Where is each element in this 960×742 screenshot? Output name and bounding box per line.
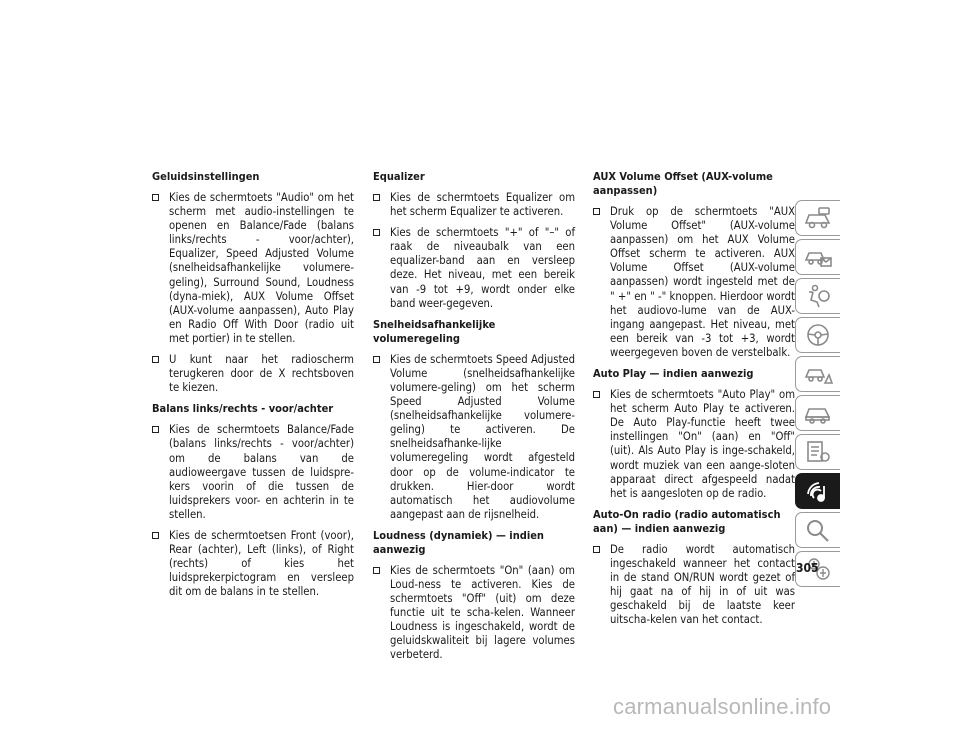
list-item xyxy=(152,353,354,395)
tab-car-dashboard[interactable] xyxy=(795,200,840,236)
list-item xyxy=(593,543,795,628)
checkbox-bullet-icon xyxy=(593,391,600,398)
checkbox-bullet-icon xyxy=(152,356,159,363)
checkbox-bullet-icon xyxy=(593,208,600,215)
car-message-icon xyxy=(803,244,833,270)
column-3 xyxy=(593,170,795,634)
heading-snelheidsafhankelijke: Snelheidsafhankelijke volumeregeling xyxy=(373,317,496,345)
maintenance-list-icon xyxy=(803,439,833,465)
item-text: Kies de schermtoets Balance/Fade (balans links/rechts - voor/achter) om de balans van de audioweergave tussen de luidspre-kers voorin of die tussen de luidsprekers voor- en achterin in te stellen. xyxy=(169,423,354,521)
heading-auto-on-radio: Auto-On radio (radio automatisch aan) — indien aanwezig xyxy=(593,507,781,535)
checkbox-bullet-icon xyxy=(373,194,380,201)
heading-geluidsinstellingen: Geluidsinstellingen xyxy=(152,170,260,183)
item-text: Kies de schermtoets Speed Adjusted Volume (snelheidsafhankelijke volumere-geling) om het scherm Speed Adjusted Volume (snelheidsafhankelijke volumere-geling) te activeren. De snelheidsafhanke-lijke volumeregeling wordt afgesteld door op de volume-indicator te drukken. Hier-door wordt automatisch het audiovolume aangepast aan de rijsnelheid. xyxy=(390,352,575,521)
item-text: Kies de schermtoets "On" (aan) om Loud-ness te activeren. Kies de schermtoets "Off" (uit) om deze functie uit te scha-kelen. Wanneer Loudness is ingeschakeld, wordt de geluidskwaliteit bij lagere volumes verbeterd. xyxy=(390,563,575,662)
list-item xyxy=(152,529,354,599)
tab-search[interactable] xyxy=(795,512,840,548)
column-1 xyxy=(152,170,354,606)
list-item xyxy=(152,423,354,522)
item-text: Kies de schermtoets "Audio" om het scherm met audio-instellingen te openen en Balance/Fade (balans links/rechts - voor/achter), Equalizer, Speed Adjusted Volume (snelheidsafhankelijke volumere-geling), Surround Sound, Loudness (dyna-miek), AUX Volume Offset (AUX-volume aanpassen), Auto Play en Radio Off With Door (radio uit met portier) in te stellen. xyxy=(169,191,354,345)
tab-steering-wheel[interactable] xyxy=(795,317,840,353)
page-number: 305 xyxy=(796,561,819,575)
multimedia-icon xyxy=(803,478,833,504)
tab-airbag[interactable] xyxy=(795,278,840,314)
tab-car-service[interactable] xyxy=(795,395,840,431)
tab-car-message[interactable] xyxy=(795,239,840,275)
checkbox-bullet-icon xyxy=(373,356,380,363)
checkbox-bullet-icon xyxy=(152,532,159,539)
car-dashboard-icon xyxy=(803,205,833,231)
watermark: carmanualsonline.info xyxy=(613,694,832,719)
list-item xyxy=(373,564,575,663)
heading-loudness: Loudness (dynamiek) — indien aanwezig xyxy=(373,528,544,556)
checkbox-bullet-icon xyxy=(152,194,159,201)
tab-car-warning[interactable] xyxy=(795,356,840,392)
tab-multimedia[interactable] xyxy=(795,473,840,509)
item-text: U kunt naar het radioscherm terugkeren door de X rechtsboven te kiezen. xyxy=(169,353,354,395)
list-item xyxy=(152,191,354,346)
item-text: Kies de schermtoets "+" of "–" of raak de niveaubalk van een equalizer-band aan en versleep deze. Het niveau, met een bereik van -9 tot +9, wordt onder elke band weer-gegeven. xyxy=(390,226,575,310)
checkbox-bullet-icon xyxy=(373,567,380,574)
car-service-icon xyxy=(803,400,833,426)
heading-aux-volume: AUX Volume Offset (AUX-volume aanpassen) xyxy=(593,170,773,197)
list-item xyxy=(373,226,575,311)
tab-maintenance-list[interactable] xyxy=(795,434,840,470)
heading-balans: Balans links/rechts - voor/achter xyxy=(152,402,334,416)
steering-wheel-icon xyxy=(803,322,833,348)
heading-equalizer: Equalizer xyxy=(373,170,425,183)
heading-auto-play: Auto Play — indien aanwezig xyxy=(593,367,754,381)
item-text: Kies de schermtoetsen Front (voor), Rear (achter), Left (links), of Right (rechts) of kies het luidsprekerpictogram en versleep dit om de balans in te stellen. xyxy=(169,528,354,599)
list-item xyxy=(593,388,795,501)
item-text: De radio wordt automatisch ingeschakeld wanneer het contact in de stand ON/RUN wordt gezet of hij gaat na of hij in of uit was geschakeld bij de laatste keer uitscha-kelen van het contact. xyxy=(610,542,795,627)
checkbox-bullet-icon xyxy=(593,546,600,553)
list-item xyxy=(373,191,575,219)
list-item xyxy=(373,353,575,522)
checkbox-bullet-icon xyxy=(373,229,380,236)
item-text: Kies de schermtoets "Auto Play" om het scherm Auto Play te activeren. De Auto Play-functie heeft twee instellingen "On" (aan) en "Off" (uit). Als Auto Play is inge-schakeld, wordt muziek van een aange-sloten apparaat direct afgespeeld nadat het is aangesloten op de radio. xyxy=(610,388,795,500)
chapter-tabs xyxy=(795,200,841,590)
item-text: Druk op de schermtoets "AUX Volume Offset" (AUX-volume aanpassen) om het AUX Volume Offset scherm te activeren. AUX Volume Offset (AUX-volume aanpassen) wordt ingesteld met de " +" en " -" knoppen. Hierdoor wordt het audiovo-lume van de AUX-ingang aangepast. Het niveau, met een bereik van -3 tot +3, wordt weergegeven boven de verstelbalk. xyxy=(610,205,795,359)
search-icon xyxy=(803,517,833,543)
list-item xyxy=(593,205,795,360)
column-2 xyxy=(373,170,575,670)
airbag-icon xyxy=(803,283,833,309)
item-text: Kies de schermtoets Equalizer om het scherm Equalizer te activeren. xyxy=(390,191,575,219)
checkbox-bullet-icon xyxy=(152,426,159,433)
car-warning-icon xyxy=(803,361,833,387)
